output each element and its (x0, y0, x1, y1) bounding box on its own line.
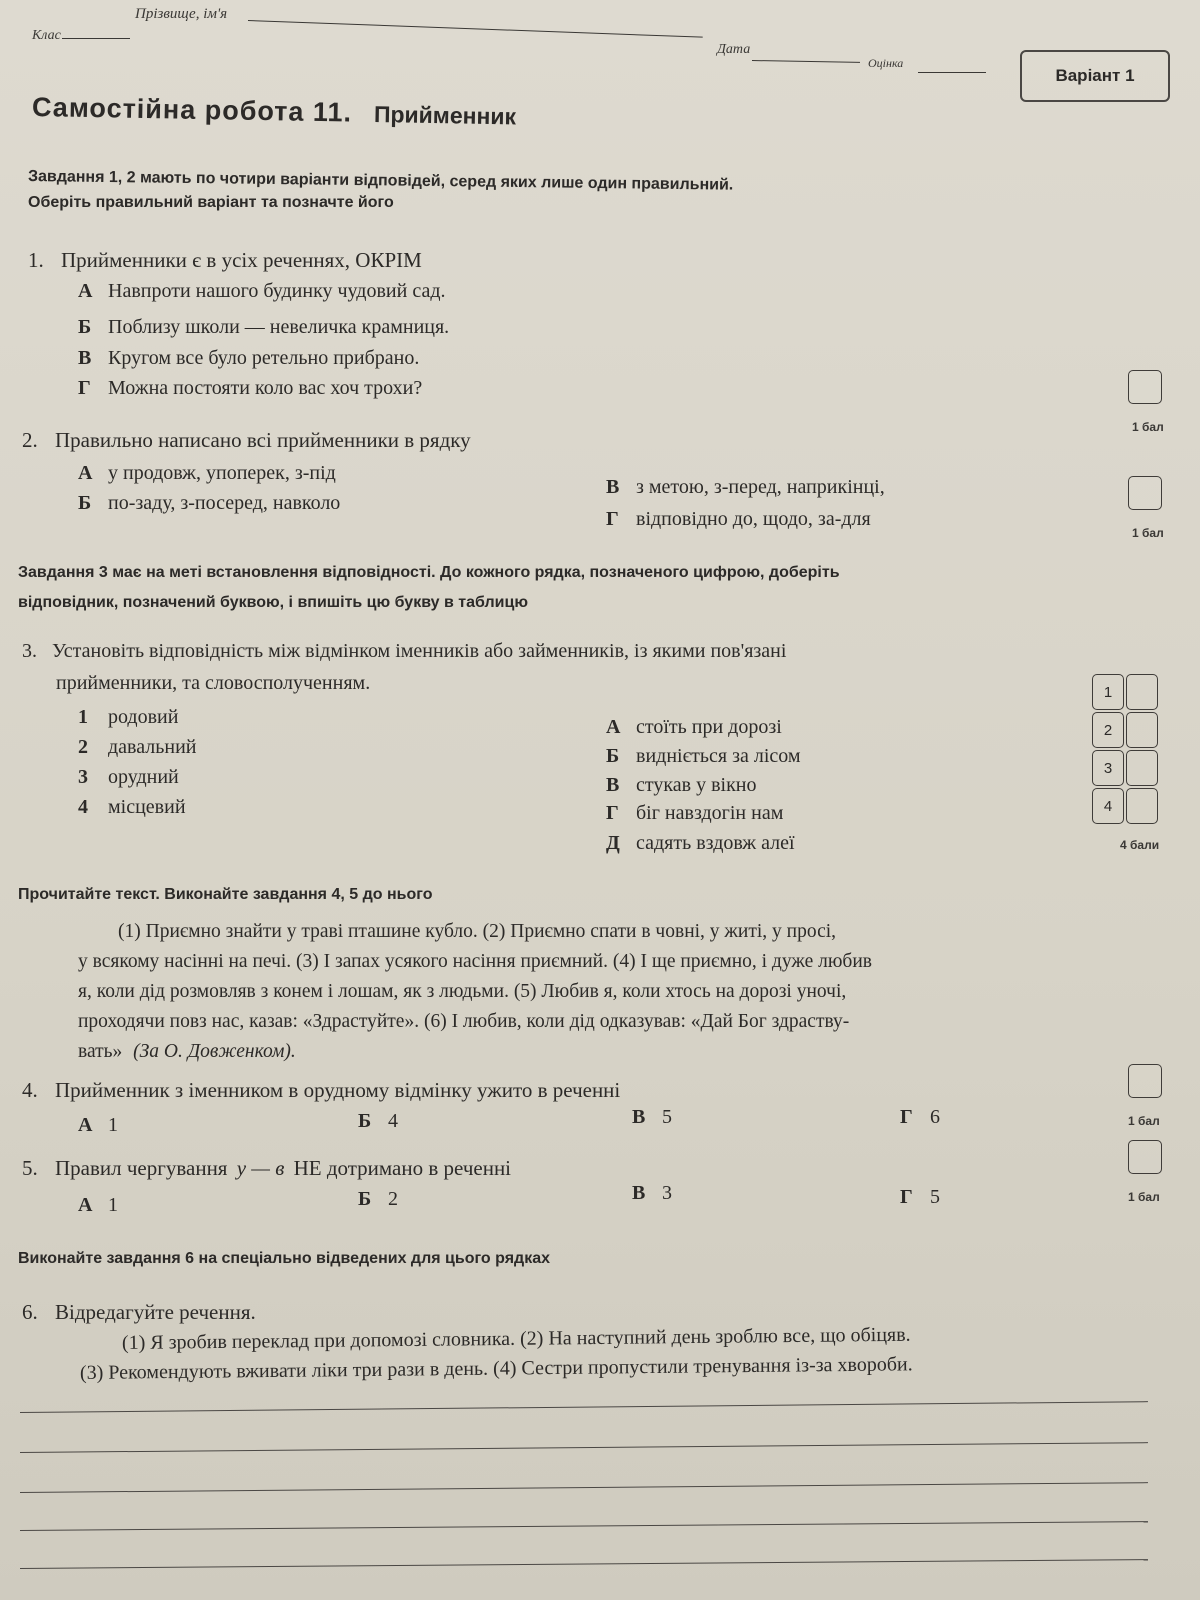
passage-source: (За О. Довженком). (133, 1041, 296, 1062)
answer-line-3[interactable] (20, 1482, 1148, 1493)
answer-line-5[interactable] (20, 1559, 1148, 1569)
q3-right-d: Г біг навздогін нам (606, 802, 784, 824)
q4-question (22, 1078, 620, 1103)
q1-text: Прийменники є в усіх реченнях, ОКРІМ (61, 248, 422, 272)
q6-sentences-2: (3) Рекомендують вживати ліки три рази в день. (4) Сестри пропустили тренування із-за хвороби. (79, 1353, 913, 1384)
q1-option-d[interactable]: Г Можна постояти коло вас хоч трохи? (78, 377, 423, 399)
q1-option-a[interactable]: А Навпроти нашого будинку чудовий сад. (78, 280, 446, 302)
grade-label: Оцінка (868, 56, 904, 70)
passage-last: вать» (78, 1041, 123, 1062)
q6-text: Відредагуйте речення. (55, 1300, 256, 1324)
q3-text-1: Установіть відповідність між відмінком іменників або займенників, із якими пов'язані (52, 640, 787, 662)
q6-sentences-1: (1) Я зробив переклад при допомозі словника. (2) На наступний день зроблю все, що обіцяв. (121, 1323, 911, 1354)
q4-option-b[interactable]: Б 4 (358, 1110, 398, 1132)
q2-option-c[interactable]: В з метою, з-перед, наприкінці, (606, 476, 885, 498)
q3-number: 3. (22, 640, 37, 662)
instruction-3: Завдання 3 має на меті встановлення відповідності. До кожного рядка, позначеного цифрою, доберіть (18, 564, 840, 581)
q3-question (22, 640, 786, 663)
q3-table-answer-2[interactable] (1126, 712, 1158, 748)
q1-option-c[interactable]: В Кругом все було ретельно прибрано. (78, 347, 420, 369)
title-topic: Прийменник (373, 100, 517, 130)
q5-option-b[interactable]: Б 2 (358, 1188, 398, 1210)
q5-text-italic: у — в (236, 1156, 285, 1180)
q1-question (28, 248, 422, 273)
q3-left-4: 4 місцевий (78, 796, 186, 818)
grade-field[interactable] (918, 72, 986, 73)
q4-text: Прийменник з іменником в орудному відмінку ужито в реченні (55, 1078, 621, 1102)
instruction-1: Завдання 1, 2 мають по чотири варіанти відповідей, серед яких лише один правильний. (27, 168, 734, 194)
date-field[interactable] (752, 60, 860, 63)
q2-option-a[interactable]: А у продовж, упоперек, з-під (78, 462, 336, 484)
q3-table-num-1: 1 (1092, 674, 1124, 710)
q2-answer-box[interactable] (1128, 476, 1162, 510)
q3-table-answer-4[interactable] (1126, 788, 1158, 824)
q5-number: 5. (22, 1156, 38, 1180)
q3-right-b: Б видніється за лісом (606, 745, 801, 767)
q3-table-num-3: 3 (1092, 750, 1124, 786)
q3-right-a: А стоїть при дорозі (606, 716, 782, 738)
q3-text-2: прийменники, та словосполученням. (56, 672, 371, 694)
q5-text-after: НЕ дотримано в реченні (293, 1156, 512, 1180)
q2-text: Правильно написано всі прийменники в рядку (55, 428, 471, 452)
answer-line-1[interactable] (20, 1401, 1148, 1413)
q6-number: 6. (22, 1300, 38, 1324)
q4-option-d[interactable]: Г 6 (900, 1106, 940, 1128)
passage-line-5 (78, 1036, 1158, 1067)
instruction-1b: Оберіть правильний варіант та позначте його (28, 194, 394, 211)
q2-score: 1 бал (1132, 526, 1164, 540)
variant-badge: Варіант 1 (1020, 50, 1170, 102)
q4-number: 4. (22, 1078, 38, 1102)
q3-left-3: 3 орудний (78, 766, 179, 788)
q1-option-b[interactable]: Б Поблизу школи — невеличка крамниця. (78, 316, 450, 338)
q5-question (22, 1156, 511, 1181)
q3-left-2: 2 давальний (78, 736, 197, 758)
q5-text-before: Правил чергування (55, 1156, 228, 1180)
q1-score: 1 бал (1132, 420, 1164, 434)
q2-option-d[interactable]: Г відповідно до, щодо, за-для (606, 508, 871, 530)
q3-score: 4 бали (1120, 838, 1160, 852)
q2-option-b[interactable]: Б по-заду, з-посеред, навколо (78, 492, 341, 514)
answer-line-4[interactable] (20, 1521, 1148, 1531)
passage-line-4: проходячи повз нас, казав: «Здрастуйте». (6) І любив, коли дід одказував: «Дай Бог здраству- (78, 1011, 850, 1032)
q4-option-c[interactable]: В 5 (632, 1106, 672, 1128)
q5-answer-box[interactable] (1128, 1140, 1162, 1174)
q5-option-d[interactable]: Г 5 (900, 1186, 940, 1208)
title-main: Самостійна робота 11. (31, 92, 353, 128)
name-field[interactable] (248, 20, 703, 38)
q5-score: 1 бал (1128, 1190, 1160, 1204)
q2-number: 2. (22, 428, 38, 452)
passage-line-1: (1) Приємно знайти у траві пташине кубло. (2) Приємно спати в човні, у житі, у просі, (118, 921, 837, 942)
class-label: Клас (32, 28, 61, 43)
name-label: Прізвище, ім'я (135, 6, 228, 22)
class-field[interactable] (62, 38, 130, 39)
q2-question (22, 428, 471, 453)
q3-right-c: В стукав у вікно (606, 774, 757, 796)
date-label: Дата (717, 42, 751, 57)
q3-left-1: 1 родовий (78, 706, 179, 728)
instruction-4: Прочитайте текст. Виконайте завдання 4, 5 до нього (18, 886, 433, 903)
q3-right-e: Д садять вздовж алеї (606, 832, 795, 854)
q1-number: 1. (28, 248, 44, 272)
q6-question (22, 1300, 256, 1325)
q4-option-a[interactable]: А 1 (78, 1114, 118, 1136)
passage-line-2: у всякому насінні на печі. (3) І запах усякого насіння приємний. (4) І ще приємно, і дуже любив (78, 951, 872, 972)
q5-option-c[interactable]: В 3 (632, 1182, 672, 1204)
instruction-3b: відповідник, позначений буквою, і впишіть цю букву в таблицю (18, 594, 528, 611)
page-title (32, 92, 517, 131)
q3-table-answer-3[interactable] (1126, 750, 1158, 786)
instruction-6: Виконайте завдання 6 на спеціально відведених для цього рядках (18, 1250, 550, 1267)
answer-line-2[interactable] (20, 1442, 1148, 1453)
q4-score: 1 бал (1128, 1114, 1160, 1128)
passage-line-3: я, коли дід розмовляв з конем і лошам, як з людьми. (5) Любив я, коли хтось на дорозі уночі, (78, 981, 847, 1002)
q3-table-answer-1[interactable] (1126, 674, 1158, 710)
q3-table-num-2: 2 (1092, 712, 1124, 748)
q1-answer-box[interactable] (1128, 370, 1162, 404)
q5-option-a[interactable]: А 1 (78, 1194, 118, 1216)
q3-table-num-4: 4 (1092, 788, 1124, 824)
q4-answer-box[interactable] (1128, 1064, 1162, 1098)
